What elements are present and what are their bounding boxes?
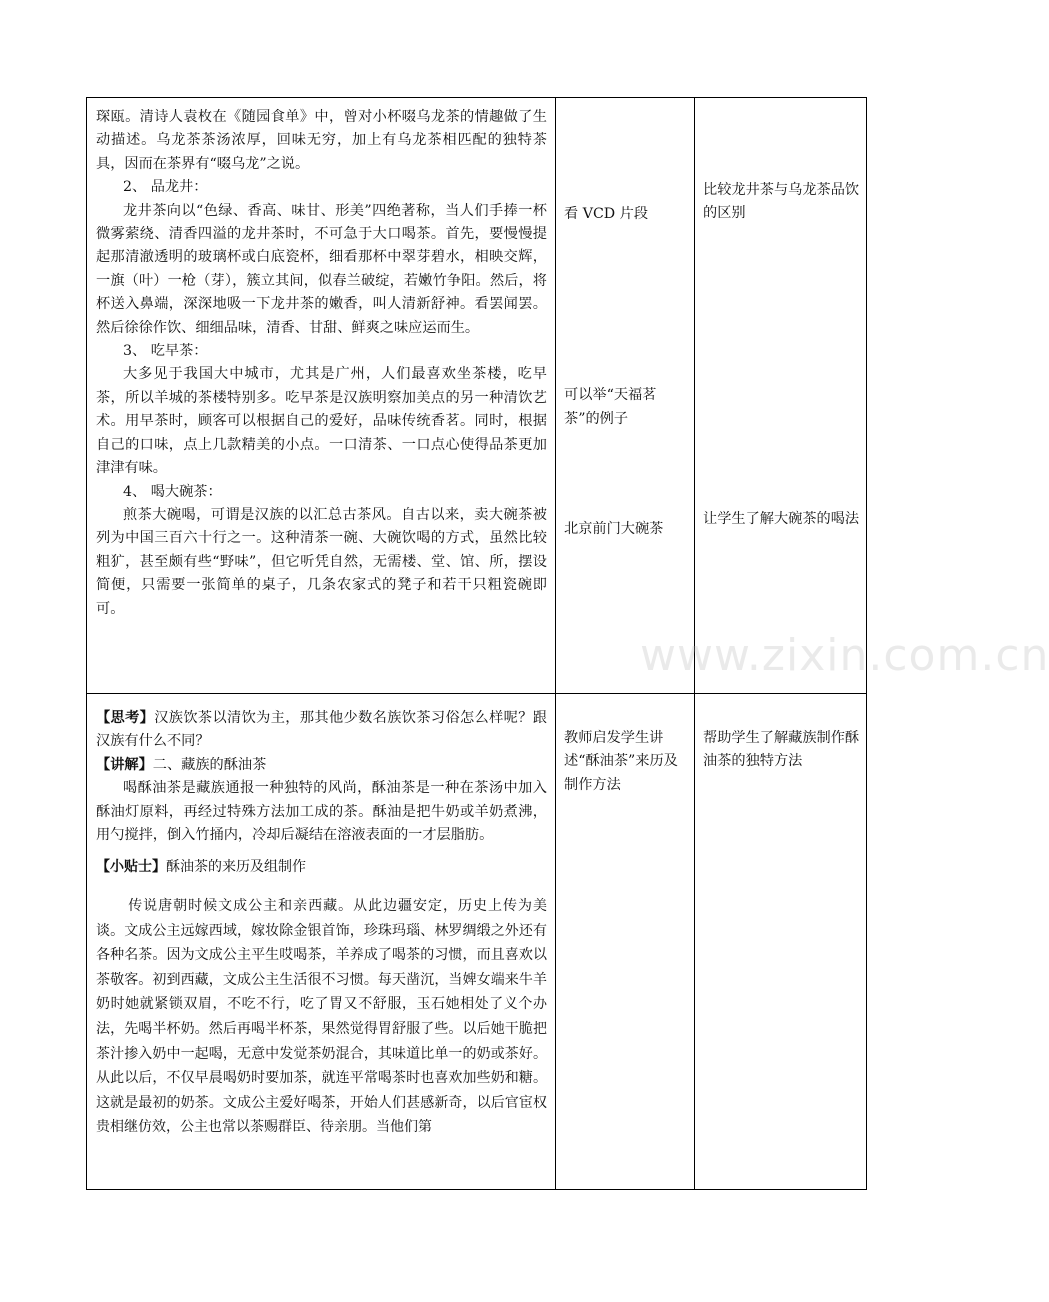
tip-heading [96, 855, 547, 880]
purpose-note-compare: 比较龙井茶与乌龙茶品饮的区别 [703, 182, 860, 222]
think-text: 汉族饮茶以清饮为主，那其他少数名族饮茶习俗怎么样呢？跟汉族有什么不同？ [96, 710, 547, 750]
think-paragraph [96, 707, 547, 754]
purpose-cell [695, 98, 867, 694]
content-text [87, 694, 555, 1140]
explain-paragraph [96, 754, 547, 777]
activity-cell [556, 694, 695, 1190]
heading-big-bowl-tea: 4、 喝大碗茶： [122, 483, 222, 500]
explain-tag: 【讲解】 [96, 756, 153, 773]
activity-notes [556, 98, 694, 542]
content-cell [87, 694, 556, 1190]
paragraph-longjing: 龙井茶向以“色绿、香高、味甘、形美”四绝著称，当人们手捧一杯微雾萦绕、清香四溢的龙井茶时，不可急于大口喝茶。首先，要慢慢提起那清澈透明的玻璃杯或白底瓷杯，细看那杯中翠芽碧水，相映交辉，一旗（叶）一枪（芽），簇立其间，似春兰破绽，若嫩竹争阳。然后，将杯送入鼻端，深深地吸一下龙井茶的嫩香，叫人清新舒神。看罢闻罢。然后徐徐作饮、细细品味，清香、甘甜、鲜爽之味应运而生。 [96, 202, 547, 336]
purpose-note-big-bowl: 让学生了解大碗茶的喝法 [703, 510, 860, 527]
tip-title: 酥油茶的来历及组制作 [166, 859, 306, 876]
explain-text: 二、藏族的酥油茶 [152, 756, 267, 773]
activity-note-butter-tea: 教师启发学生讲述“酥油茶”来历及制作方法 [564, 730, 678, 793]
heading-longjing: 2、 品龙井： [122, 179, 208, 196]
paragraph-butter-tea: 喝酥油茶是藏族通报一种独特的风尚，酥油茶是一种在茶汤中加入酥油灯原料，再经过特殊方法加工成的茶。酥油是把牛奶或羊奶煮沸，用勺搅拌，倒入竹捅内，冷却后凝结在溶液表面的一才层脂肪。 [96, 780, 547, 844]
watermark: www.zixin.com.cn [640, 630, 1049, 681]
think-tag: 【思考】 [96, 710, 155, 726]
table-row [87, 694, 867, 1190]
purpose-notes [695, 98, 866, 531]
table-row [87, 98, 867, 694]
lesson-plan-table [86, 97, 867, 1190]
paragraph-big-bowl-tea: 煎茶大碗喝，可谓是汉族的以汇总古茶风。自古以来，卖大碗茶被列为中国三百六十行之一。这种清茶一碗、大碗饮喝的方式，虽然比较粗犷，甚至颇有些“野味”，但它听凭自然，无需楼、堂、馆、所，摆设简便，只需要一张简单的桌子，几条农家式的凳子和若干只粗瓷碗即可。 [96, 506, 547, 617]
activity-note-vcd: 看 VCD 片段 [564, 206, 649, 222]
paragraph-morning-tea: 大多见于我国大中城市，尤其是广州，人们最喜欢坐茶楼，吃早茶，所以羊城的茶楼特别多。吃早茶是汉族明察加美点的另一种清饮艺术。用早茶时，顾客可以根据自己的爱好，品味传统香茗。同时，根据自己的口味，点上几款精美的小点。一口清茶、一口点心使得品茶更加津津有味。 [96, 366, 547, 477]
purpose-notes [695, 694, 866, 774]
activity-cell [556, 98, 695, 694]
activity-note-beijing: 北京前门大碗茶 [564, 521, 664, 538]
tip-tag: 【小贴士】 [96, 859, 166, 876]
content-cell [87, 98, 556, 694]
activity-note-example: 可以举“天福茗茶”的例子 [564, 387, 657, 427]
paragraph-intro: 琛瓯。清诗人袁枚在《随园食单》中，曾对小杯啜乌龙茶的情趣做了生动描述。乌龙茶茶汤浓厚，回味无穷，加上有乌龙茶相匹配的独特茶具，因而在茶界有“啜乌龙”之说。 [96, 109, 547, 172]
paragraph-story: 传说唐朝时候文成公主和亲西藏。从此边疆安定，历史上传为美谈。文成公主远嫁西域，嫁妆除金银首饰，珍珠玛瑙、林罗绸缎之外还有各种名茶。因为文成公主平生哎喝茶，羊养成了喝茶的习惯，而且喜欢以茶敬客。初到西藏，文成公主生活很不习惯。每天凿沉，当婢女端来牛羊奶时她就紧锁双眉，不吃不行，吃了胃又不舒服，玉石她相处了义个办法，先喝半杯奶。然后再喝半杯茶，果然觉得胃舒服了些。以后她干脆把茶汁掺入奶中一起喝，无意中发觉茶奶混合，其味道比单一的奶或茶好。从此以后，不仅早晨喝奶时要加茶，就连平常喝茶时也喜欢加些奶和糖。这就是最初的奶茶。文成公主爱好喝茶，开始人们甚感新奇，以后官宦权贵相继仿效，公主也常以茶赐群臣、待亲朋。当他们第 [96, 898, 547, 1136]
purpose-note-tibetan: 帮助学生了解藏族制作酥油茶的独特方法 [703, 730, 860, 770]
content-text [87, 98, 555, 621]
purpose-cell [695, 694, 867, 1190]
activity-notes [556, 694, 694, 797]
heading-morning-tea: 3、 吃早茶： [122, 343, 208, 360]
